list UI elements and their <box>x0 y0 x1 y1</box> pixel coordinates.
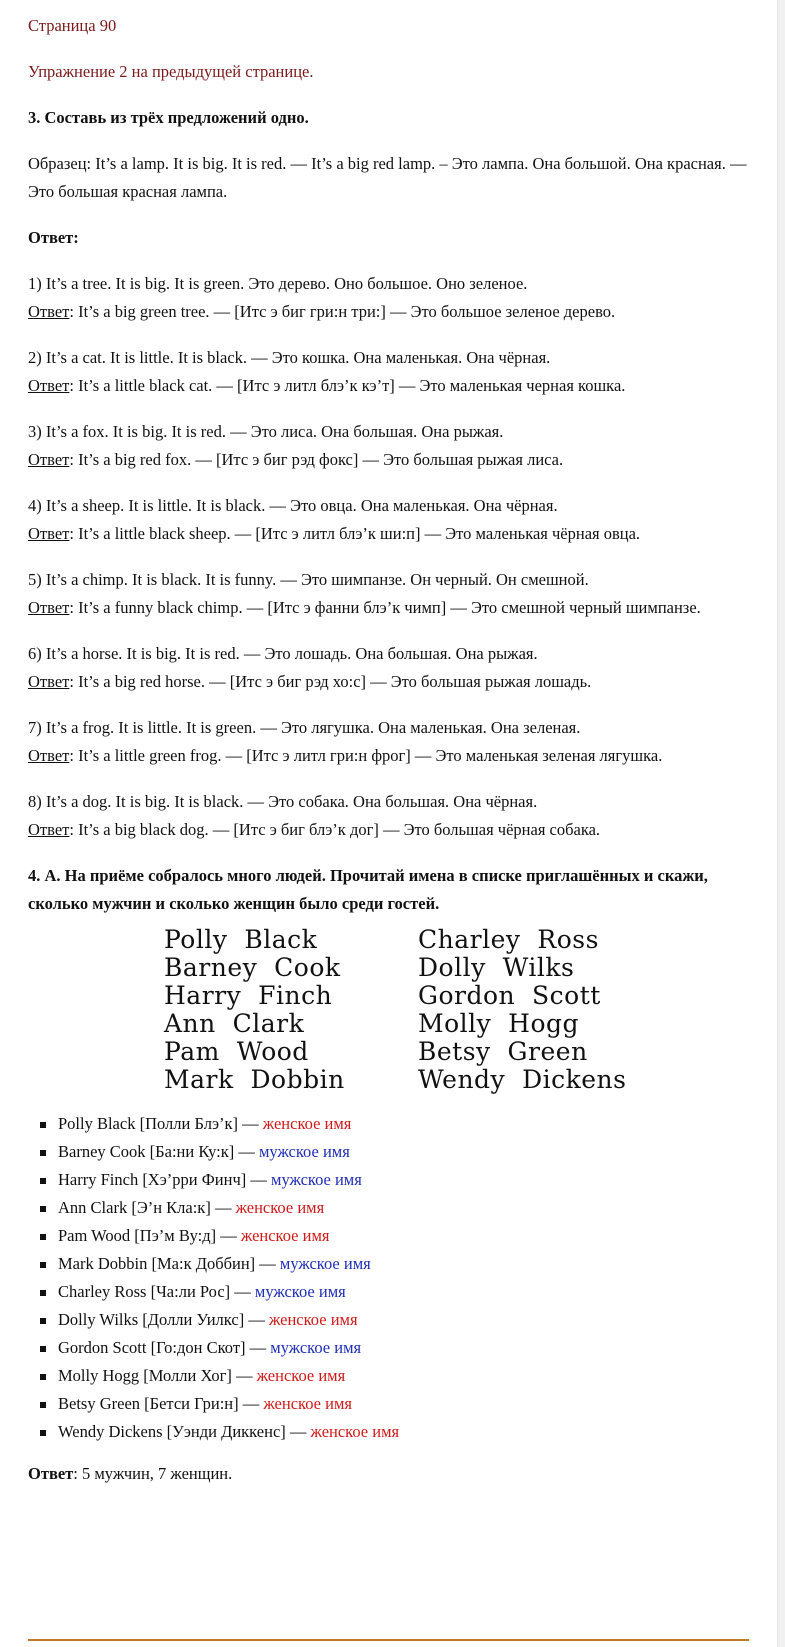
gender-label: мужское имя <box>254 1282 346 1301</box>
name-transcription: Gordon Scott [Го:дон Скот] — <box>58 1338 271 1357</box>
page-link[interactable]: Страница 90 <box>28 16 117 35</box>
exercise-item <box>28 566 748 622</box>
list-item <box>28 1334 748 1362</box>
answer-label: Ответ <box>28 820 70 839</box>
item-answer: : It’s a funny black chimp. — [Итс э фанни блэ’к чимп] — Это смешной черный шимпанзе. <box>69 598 701 617</box>
item-answer: : It’s a little black cat. — [Итс э литл блэ’к кэ’т] — Это маленькая черная кошка. <box>69 376 626 395</box>
name-transcription: Harry Finch [Хэ’рри Финч] — <box>58 1170 271 1189</box>
scrollbar[interactable] <box>777 0 785 1647</box>
answer-label: Ответ <box>28 672 70 691</box>
gender-label: мужское имя <box>258 1142 350 1161</box>
item-question: 8) It’s a dog. It is big. It is black. — Это собака. Она большая. Она чёрная. <box>28 792 538 811</box>
name-transcription: Dolly Wilks [Долли Уилкс] — <box>58 1310 269 1329</box>
answer-label: Ответ <box>28 746 70 765</box>
gender-label: женское имя <box>262 1114 352 1133</box>
exercise-3-sample: Образец: It’s a lamp. It is big. It is red. — It’s a big red lamp. – Это лампа. Она большой. Она красная. — Это большая красная лампа. <box>28 154 747 201</box>
exercise-item <box>28 714 748 770</box>
exercise-item <box>28 492 748 548</box>
list-item <box>28 1278 748 1306</box>
item-answer: : It’s a little black sheep. — [Итс э литл блэ’к ши:п] — Это маленькая чёрная овца. <box>69 524 641 543</box>
exercise-item <box>28 640 748 696</box>
exercise-item <box>28 344 748 400</box>
guest-name: Charley Ross <box>418 925 599 954</box>
gender-label: мужское имя <box>270 1338 362 1357</box>
name-transcription: Charley Ross [Ча:ли Рос] — <box>58 1282 255 1301</box>
name-transcription: Polly Black [Полли Блэ’к] — <box>58 1114 263 1133</box>
gender-label: женское имя <box>263 1394 352 1413</box>
final-answer <box>28 1460 748 1488</box>
exercise-item <box>28 418 748 474</box>
name-transcription: Ann Clark [Э’н Кла:к] — <box>58 1198 236 1217</box>
guest-name: Dolly Wilks <box>418 953 575 982</box>
name-transcription: Betsy Green [Бетси Гри:н] — <box>58 1394 264 1413</box>
guest-name: Molly Hogg <box>418 1009 580 1038</box>
guest-names-image <box>164 926 748 1094</box>
item-question: 3) It’s a fox. It is big. It is red. — Это лиса. Она большая. Она рыжая. <box>28 422 504 441</box>
guest-name: Betsy Green <box>418 1037 588 1066</box>
name-gender-list <box>28 1110 748 1446</box>
gender-label: женское имя <box>235 1198 325 1217</box>
guest-name: Gordon Scott <box>418 981 601 1010</box>
item-question: 4) It’s a sheep. It is little. It is black. — Это овца. Она маленькая. Она чёрная. <box>28 496 558 515</box>
list-item <box>28 1306 748 1334</box>
item-question: 7) It’s a frog. It is little. It is green. — Это лягушка. Она маленькая. Она зеленая. <box>28 718 581 737</box>
item-question: 5) It’s a chimp. It is black. It is funny. — Это шимпанзе. Он черный. Он смешной. <box>28 570 589 589</box>
exercise-4-title: 4. А. На приёме собралось много людей. Прочитай имена в списке приглашённых и скажи, сколько мужчин и сколько женщин было среди гостей. <box>28 866 708 913</box>
guest-name: Harry Finch <box>164 981 333 1010</box>
gender-label: мужское имя <box>271 1170 362 1189</box>
list-item <box>28 1110 748 1138</box>
list-item <box>28 1194 748 1222</box>
gender-label: мужское имя <box>279 1254 371 1273</box>
guest-name: Pam Wood <box>164 1037 309 1066</box>
list-item <box>28 1390 748 1418</box>
answer-heading: Ответ: <box>28 228 79 247</box>
item-answer: : It’s a big red horse. — [Итс э биг рэд хо:с] — Это большая рыжая лошадь. <box>69 672 592 691</box>
item-answer: : It’s a little green frog. — [Итс э литл гри:н фрог] — Это маленькая зеленая лягушка. <box>69 746 663 765</box>
item-answer: : It’s a big red fox. — [Итс э биг рэд фокс] — Это большая рыжая лиса. <box>69 450 564 469</box>
exercise-item <box>28 788 748 844</box>
guest-name: Barney Cook <box>164 953 341 982</box>
guest-name: Wendy Dickens <box>418 1065 627 1094</box>
guest-names-left <box>164 926 418 1094</box>
exercise-3-title: 3. Составь из трёх предложений одно. <box>28 108 309 127</box>
gender-label: женское имя <box>310 1422 400 1441</box>
gender-label: женское имя <box>268 1310 358 1329</box>
list-item <box>28 1222 748 1250</box>
answer-label: Ответ <box>28 450 70 469</box>
list-item <box>28 1138 748 1166</box>
list-item <box>28 1418 748 1446</box>
name-transcription: Mark Dobbin [Ма:к Доббин] — <box>58 1254 280 1273</box>
list-item <box>28 1250 748 1278</box>
guest-name: Polly Black <box>164 925 318 954</box>
exercise-3-items <box>28 270 748 844</box>
item-question: 2) It’s a cat. It is little. It is black. — Это кошка. Она маленькая. Она чёрная. <box>28 348 551 367</box>
answer-label: Ответ <box>28 524 70 543</box>
item-question: 6) It’s a horse. It is big. It is red. — Это лошадь. Она большая. Она рыжая. <box>28 644 538 663</box>
guest-names-right <box>418 926 648 1094</box>
prev-exercise-link[interactable]: Упражнение 2 на предыдущей странице. <box>28 62 314 81</box>
guest-name: Mark Dobbin <box>164 1065 345 1094</box>
item-question: 1) It’s a tree. It is big. It is green. Это дерево. Оно большое. Оно зеленое. <box>28 274 528 293</box>
name-transcription: Wendy Dickens [Уэнди Диккенс] — <box>58 1422 311 1441</box>
final-answer-label: Ответ <box>28 1464 74 1483</box>
exercise-item <box>28 270 748 326</box>
list-item <box>28 1362 748 1390</box>
item-answer: : It’s a big black dog. — [Итс э биг блэ’к дог] — Это большая чёрная собака. <box>69 820 601 839</box>
article-content <box>28 12 748 1488</box>
guest-name: Ann Clark <box>164 1009 305 1038</box>
answer-label: Ответ <box>28 376 70 395</box>
name-transcription: Molly Hogg [Молли Хог] — <box>58 1366 257 1385</box>
item-answer: : It’s a big green tree. — [Итс э биг гри:н три:] — Это большое зеленое дерево. <box>69 302 616 321</box>
answer-label: Ответ <box>28 302 70 321</box>
list-item <box>28 1166 748 1194</box>
name-transcription: Pam Wood [Пэ’м Ву:д] — <box>58 1226 241 1245</box>
answer-label: Ответ <box>28 598 70 617</box>
gender-label: женское имя <box>240 1226 330 1245</box>
name-transcription: Barney Cook [Ба:ни Ку:к] — <box>58 1142 259 1161</box>
bottom-divider <box>28 1639 749 1641</box>
final-answer-text: : 5 мужчин, 7 женщин. <box>73 1464 233 1483</box>
gender-label: женское имя <box>256 1366 346 1385</box>
